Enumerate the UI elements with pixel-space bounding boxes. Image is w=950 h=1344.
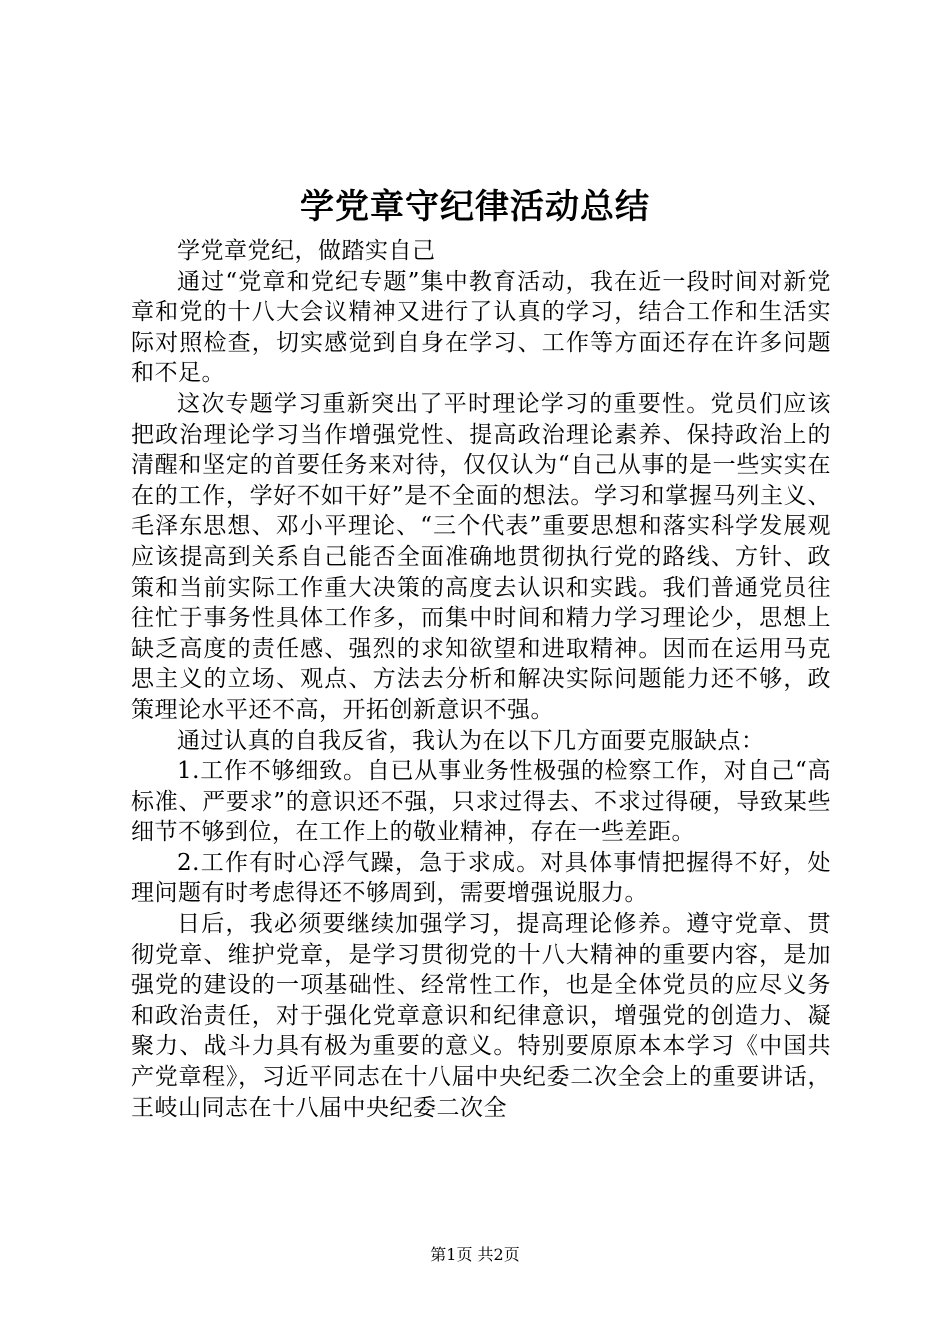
page-footer: 第1页 共2页 [430, 1245, 520, 1264]
document-title: 学党章守纪律活动总结 [300, 187, 650, 227]
paragraph: 通过认真的自我反省，我认为在以下几方面要克服缺点： [177, 727, 765, 754]
paragraph: 通过“党章和党纪专题”集中教育活动，我在近一段时间对新党章和党的十八大会议精神又进行了认真的学习，结合工作和生活实际对照检查，切实感觉到自身在学习、工作等方面还存在许多问题和不足。 [131, 268, 831, 387]
paragraph: 日后，我必须要继续加强学习，提高理论修养。遵守党章、贯彻党章、维护党章，是学习贯彻党的十八大精神的重要内容，是加强党的建设的一项基础性、经常性工作，也是全体党员的应尽义务和政治责任，对于强化党章意识和纪律意识，增强党的创造力、凝聚力、战斗力具有极为重要的意义。特别要原原本本学习《中国共产党章程》，习近平同志在十八届中央纪委二次全会上的重要讲话，王岐山同志在十八届中央纪委二次全 [131, 911, 831, 1121]
paragraph: 2.工作有时心浮气躁，急于求成。对具体事情把握得不好，处理问题有时考虑得还不够周到，需要增强说服力。 [131, 849, 831, 907]
paragraph: 1.工作不够细致。自已从事业务性极强的检察工作，对自己“高标准、严要求”的意识还不强，只求过得去、不求过得硬，导致某些细节不够到位，在工作上的敬业精神，存在一些差距。 [131, 758, 831, 846]
document-body [131, 236, 831, 1123]
paragraph: 这次专题学习重新突出了平时理论学习的重要性。党员们应该把政治理论学习当作增强党性、提高政治理论素养、保持政治上的清醒和坚定的首要任务来对待，仅仅认为“自己从事的是一些实实在在的工作，学好不如干好”是不全面的想法。学习和掌握马列主义、毛泽东思想、邓小平理论、“三个代表”重要思想和落实科学发展观应该提高到关系自己能否全面准确地贯彻执行党的路线、方针、政策和当前实际工作重大决策的高度去认识和实践。我们普通党员往往忙于事务性具体工作多，而集中时间和精力学习理论少，思想上缺乏高度的责任感、强烈的求知欲望和进取精神。因而在运用马克思主义的立场、观点、方法去分析和解决实际问题能力还不够，政策理论水平还不高，开拓创新意识不强。 [131, 390, 831, 723]
paragraph: 学党章党纪，做踏实自己 [177, 238, 436, 264]
